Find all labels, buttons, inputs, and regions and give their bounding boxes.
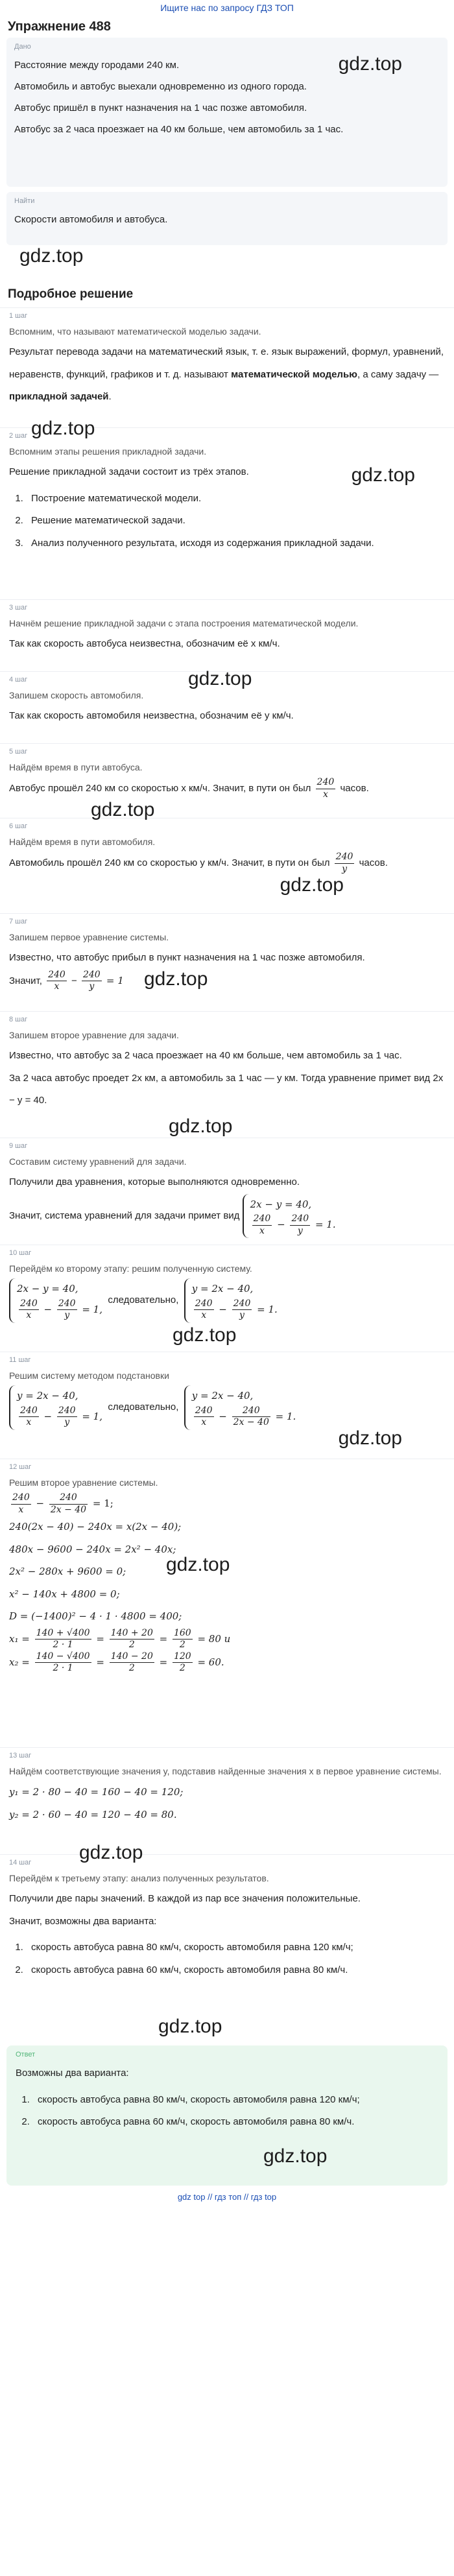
fraction: $\frac{240}{y}$ bbox=[291, 1213, 309, 1236]
list-item: 2. Решение математической задачи. bbox=[26, 510, 445, 532]
system-line bbox=[9, 1385, 445, 1430]
step-8 bbox=[0, 1011, 454, 1138]
fraction-num: 240 bbox=[316, 777, 336, 789]
step-10 bbox=[0, 1245, 454, 1352]
fraction: $\frac{240}{x}$ bbox=[253, 1213, 271, 1236]
equation-system: y = 2x − 40, $\frac{240}{x}$ − $\frac{240}{y}$ = 1. bbox=[184, 1278, 278, 1323]
find-block bbox=[6, 192, 448, 245]
footer: gdz top // гдз топ // гдз top bbox=[177, 2192, 277, 2202]
eq-tail: = 1 bbox=[106, 974, 124, 986]
step-lead: Запишем скорость автомобиля. bbox=[9, 690, 144, 700]
system-line bbox=[9, 1278, 445, 1323]
given-line-4: Автобус за 2 часа проезжает на 40 км больше, чем автомобиль за 1 час. bbox=[14, 124, 344, 135]
definition-text: Результат перевода задачи на математический язык, т. е. язык выражений, формул, уравнений, неравенств, функций, графиков и т. д. называют bbox=[9, 346, 444, 380]
fraction-den: x bbox=[54, 981, 60, 992]
fraction bbox=[316, 777, 336, 800]
step-14 bbox=[0, 1842, 454, 2013]
list-item: 2. скорость автобуса равна 60 км/ч, скорость автомобиля равна 80 км/ч. bbox=[32, 2111, 438, 2134]
watermark: gdz.top bbox=[31, 418, 95, 439]
connector-text: следовательно, bbox=[108, 1401, 179, 1413]
watermark: gdz.top bbox=[79, 1842, 143, 1863]
equation-1: Значит, $\frac{240}{x}$ − $\frac{240}{y}$ = 1 bbox=[9, 969, 124, 992]
top-banner bbox=[0, 0, 454, 16]
watermark: gdz.top bbox=[338, 53, 402, 75]
watermark: gdz.top bbox=[166, 1554, 230, 1575]
step-label: 9 шаг bbox=[9, 1142, 28, 1150]
fraction bbox=[335, 852, 355, 875]
step-label: 10 шаг bbox=[9, 1249, 32, 1257]
step-label: 5 шаг bbox=[9, 748, 28, 756]
given-label: Дано bbox=[14, 43, 31, 51]
step-label: 6 шаг bbox=[9, 822, 28, 830]
step-body: Решение прикладной задачи состоит из трёх этапов. bbox=[9, 466, 249, 478]
step-body: Так как скорость автобуса неизвестна, обозначим её x км/ч. bbox=[9, 638, 280, 650]
eq-prefix: Значит, bbox=[9, 975, 42, 986]
step-body: Значит, возможны два варианта: bbox=[9, 1915, 157, 1927]
equation-system: y = 2x − 40, $\frac{240}{x}$ − $\frac{240}{y}$ = 1, bbox=[9, 1385, 102, 1430]
watermark: gdz.top bbox=[263, 2145, 328, 2167]
step-text: Автобус прошёл 240 км со скоростью x км/ч. Значит, в пути он был bbox=[9, 783, 311, 794]
step-label: 12 шаг bbox=[9, 1463, 32, 1471]
step-tail: часов. bbox=[340, 783, 369, 794]
step-lead: Найдём время в пути автобуса. bbox=[9, 762, 143, 772]
step-label: 11 шаг bbox=[9, 1356, 31, 1364]
step-body: Так как скорость автомобиля неизвестна, обозначим её y км/ч. bbox=[9, 710, 294, 722]
watermark: gdz.top bbox=[19, 245, 84, 267]
system-line bbox=[9, 1194, 445, 1239]
step-lead: Найдём соответствующие значения y, подставив найденные значения x в первое уравнение системы. bbox=[9, 1766, 442, 1776]
step-label: 2 шаг bbox=[9, 432, 28, 440]
watermark: gdz.top bbox=[169, 1115, 233, 1137]
fraction-num: 240 bbox=[47, 970, 67, 982]
fraction-num: 240 bbox=[82, 970, 102, 982]
answer-label: Ответ bbox=[16, 2051, 36, 2058]
fraction bbox=[82, 970, 102, 993]
step-12 bbox=[0, 1459, 454, 1747]
step-lead: Перейдём к третьему этапу: анализ полученных результатов. bbox=[9, 1873, 269, 1883]
step-11 bbox=[0, 1352, 454, 1459]
step-label: 13 шаг bbox=[9, 1752, 32, 1759]
step-label: 4 шаг bbox=[9, 676, 28, 684]
math-line: 2x² − 280x + 9600 = 0; bbox=[9, 1566, 126, 1578]
definition-bold-1: математической моделью bbox=[231, 368, 357, 380]
find-label: Найти bbox=[14, 197, 35, 205]
equation-system: y = 2x − 40, $\frac{240}{x}$ − $\frac{240}{2x - 40}$ = 1. bbox=[184, 1385, 296, 1430]
watermark: gdz.top bbox=[144, 968, 208, 990]
step-lead: Начнём решение прикладной задачи с этапа построения математической модели. bbox=[9, 618, 359, 628]
list-item: 1. Построение математической модели. bbox=[26, 488, 445, 510]
variants-list bbox=[9, 1937, 445, 1981]
step-lead: Вспомним, что называют математической моделью задачи. bbox=[9, 326, 261, 337]
step-body bbox=[9, 341, 445, 409]
step-lead: Найдём время в пути автомобиля. bbox=[9, 837, 156, 847]
equation-system: 2x − y = 40, $\frac{240}{x}$ − $\frac{240}{y}$ = 1. bbox=[243, 1194, 336, 1239]
math-line: $\frac{240}{x}$ − $\frac{240}{2x - 40}$ = 1; bbox=[12, 1492, 114, 1515]
step-label: 7 шаг bbox=[9, 918, 28, 925]
eq-prefix: Значит, система уравнений для задачи примет вид bbox=[9, 1210, 240, 1222]
step-label: 14 шаг bbox=[9, 1859, 32, 1866]
list-item: 1. скорость автобуса равна 80 км/ч, скорость автомобиля равна 120 км/ч; bbox=[26, 1937, 445, 1959]
answer-block bbox=[6, 2045, 448, 2186]
step-2 bbox=[0, 418, 454, 599]
watermark: gdz.top bbox=[351, 464, 415, 486]
solution-title: Подробное решение bbox=[8, 287, 134, 301]
watermark: gdz.top bbox=[280, 874, 344, 896]
list-item: 1. скорость автобуса равна 80 км/ч, скорость автомобиля равна 120 км/ч; bbox=[32, 2089, 438, 2112]
step-label: 8 шаг bbox=[9, 1016, 28, 1023]
step-lead: Решим систему методом подстановки bbox=[9, 1370, 169, 1381]
step-label: 3 шаг bbox=[9, 604, 28, 612]
step-body: Известно, что автобус прибыл в пункт назначения на 1 час позже автомобиля. bbox=[9, 952, 365, 964]
step-body: Получили две пары значений. В каждой из пар все значения положительные. bbox=[9, 1893, 361, 1905]
banner-link[interactable]: Ищите нас по запросу ГДЗ ТОП bbox=[160, 3, 294, 13]
watermark: gdz.top bbox=[338, 1427, 402, 1449]
watermark: gdz.top bbox=[91, 799, 155, 820]
connector-text: следовательно, bbox=[108, 1294, 179, 1306]
find-text: Скорости автомобиля и автобуса. bbox=[14, 214, 168, 225]
math-line: x₂ = $\frac{140 - √400}{2 \cdot 1}$ = $\frac{140 - 20}{2}$ = $\frac{120}{2}$ = 60. bbox=[9, 1651, 224, 1674]
step-body bbox=[9, 852, 445, 875]
definition-text-3: . bbox=[108, 391, 112, 403]
math-line: x₁ = $\frac{140 + √400}{2 \cdot 1}$ = $\frac{140 + 20}{2}$ = $\frac{160}{2}$ = 80 и bbox=[9, 1627, 231, 1651]
given-line-1: Расстояние между городами 240 км. bbox=[14, 60, 180, 71]
math-line: 240(2x − 40) − 240x = x(2x − 40); bbox=[9, 1521, 182, 1533]
step-body: Получили два уравнения, которые выполняются одновременно. bbox=[9, 1176, 300, 1188]
definition-text-2: , а саму задачу — bbox=[357, 368, 439, 380]
list-item: 2. скорость автобуса равна 60 км/ч, скорость автомобиля равна 80 км/ч. bbox=[26, 1959, 445, 1982]
step-lead: Составим систему уравнений для задачи. bbox=[9, 1156, 187, 1167]
step-lead: Вспомним этапы решения прикладной задачи. bbox=[9, 446, 207, 457]
answer-body: Возможны два варианта: bbox=[16, 2068, 129, 2079]
given-line-3: Автобус пришёл в пункт назначения на 1 час позже автомобиля. bbox=[14, 102, 307, 113]
fraction-den: y bbox=[342, 863, 347, 874]
step-lead: Запишем первое уравнение системы. bbox=[9, 932, 169, 942]
step-1 bbox=[0, 307, 454, 427]
step-tail: часов. bbox=[359, 857, 388, 869]
step-label: 1 шаг bbox=[9, 312, 28, 320]
watermark: gdz.top bbox=[173, 1324, 237, 1346]
math-line: x² − 140x + 4800 = 0; bbox=[9, 1588, 120, 1600]
fraction-den: x bbox=[322, 789, 328, 800]
step-3 bbox=[0, 599, 454, 671]
given-line-2: Автомобиль и автобус выехали одновременно из одного города. bbox=[14, 81, 307, 92]
step-7 bbox=[0, 913, 454, 1011]
stages-list bbox=[9, 488, 445, 555]
math-line: y₂ = 2 · 60 − 40 = 120 − 40 = 80. bbox=[9, 1808, 177, 1820]
answer-list bbox=[16, 2089, 438, 2134]
step-9 bbox=[0, 1138, 454, 1245]
step-4 bbox=[0, 668, 454, 743]
step-13 bbox=[0, 1747, 454, 1854]
step-5 bbox=[0, 743, 454, 818]
step-lead: Решим второе уравнение системы. bbox=[9, 1477, 158, 1488]
fraction-num: 240 bbox=[335, 852, 355, 864]
list-item: 3. Анализ полученного результата, исходя из содержания прикладной задачи. bbox=[26, 532, 445, 555]
fraction bbox=[47, 970, 67, 993]
step-text: Автомобиль прошёл 240 км со скоростью y км/ч. Значит, в пути он был bbox=[9, 857, 330, 869]
step-lead: Перейдём ко второму этапу: решим полученную систему. bbox=[9, 1263, 252, 1274]
equation-system: 2x − y = 40, $\frac{240}{x}$ − $\frac{240}{y}$ = 1, bbox=[9, 1278, 102, 1323]
math-line: y₁ = 2 · 80 − 40 = 160 − 40 = 120; bbox=[9, 1786, 184, 1798]
step-lead: Запишем второе уравнение для задачи. bbox=[9, 1030, 179, 1040]
page-title: Упражнение 488 bbox=[8, 19, 111, 34]
step-body bbox=[9, 777, 445, 800]
watermark: gdz.top bbox=[158, 2016, 222, 2037]
step-body: За 2 часа автобус проедет 2x км, а автомобиль за 1 час — y км. Тогда уравнение примет вид 2x − y = 40. bbox=[9, 1072, 444, 1106]
step-6 bbox=[0, 799, 454, 913]
given-block bbox=[6, 38, 448, 187]
watermark: gdz.top bbox=[188, 668, 252, 689]
fraction-den: y bbox=[89, 981, 95, 992]
definition-bold-2: прикладной задачей bbox=[9, 391, 109, 403]
step-body: Известно, что автобус за 2 часа проезжает на 40 км больше, чем автомобиль за 1 час. bbox=[9, 1050, 402, 1062]
math-line: D = (−1400)² − 4 · 1 · 4800 = 400; bbox=[9, 1610, 182, 1623]
math-line: 480x − 9600 − 240x = 2x² − 40x; bbox=[9, 1543, 176, 1555]
